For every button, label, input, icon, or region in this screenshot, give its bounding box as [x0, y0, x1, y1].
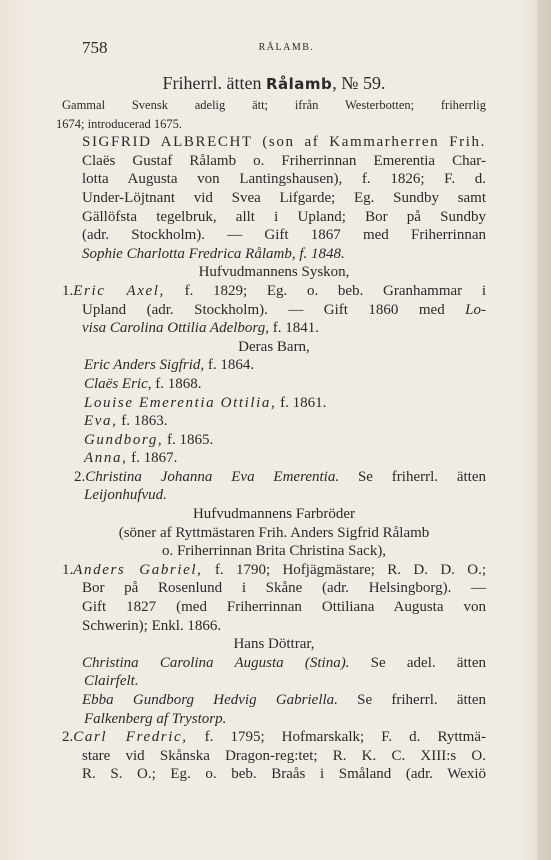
text-line: 2.Carl Fredric, f. 1795; Hofmarskalk; F. d. Ryttmä-: [62, 729, 486, 746]
text-line: Eva, f. 1863.: [84, 413, 168, 430]
family-title: Friherrl. ätten Rålamb, № 59.: [162, 73, 386, 93]
page-header: [82, 38, 491, 60]
page-text: [56, 70, 486, 784]
text-line: Clairfelt.: [84, 673, 139, 690]
section-heading: Hufvudmannens Farbröder: [192, 506, 356, 523]
text-line: Louise Emerentia Ottilia, f. 1861.: [84, 394, 327, 411]
section-heading: Hufvudmannens Syskon,: [198, 264, 350, 281]
text-line: Anna, f. 1867.: [84, 450, 178, 467]
text-line: Upland (adr. Stockholm). — Gift 1860 med Lo-: [82, 301, 486, 318]
text-line: 1.Anders Gabriel, f. 1790; Hofjägmästare; R. D. D. O.;: [62, 561, 486, 578]
text-line: visa Carolina Ottilia Adelborg, f. 1841.: [82, 320, 319, 337]
family-name: Rålamb: [265, 75, 333, 93]
running-head: RÅLAMB.: [258, 42, 315, 53]
text-line: R. S. O.; Eg. o. beb. Braås i Småland (adr. Wexiö: [82, 766, 486, 783]
text-line: Gällöfsta tegelbruk, allt i Upland; Bor på Sundby: [82, 208, 486, 225]
text-line: Gift 1827 (med Friherrinnan Ottiliana Augusta von: [82, 599, 486, 616]
text-line: Eric Anders Sigfrid, f. 1864.: [84, 357, 255, 374]
text-line: lotta Augusta von Lantingshausen), f. 1826; F. d.: [82, 171, 486, 188]
text-line: (adr. Stockholm). — Gift 1867 med Friherrinnan: [82, 227, 486, 244]
text-line: 1674; introducerad 1675.: [56, 116, 183, 131]
text-line: Bor på Rosenlund i Skåne (adr. Helsingborg). —: [82, 580, 486, 597]
text-line: Claës Eric, f. 1868.: [84, 375, 202, 392]
text-line: Gundborg, f. 1865.: [84, 431, 214, 448]
text-line: SIGFRID ALBRECHT (son af Kammarherren Frih.: [82, 134, 486, 151]
text-line: Sophie Charlotta Fredrica Rålamb, f. 1848.: [82, 245, 345, 262]
text-line: Schwerin); Enkl. 1866.: [82, 617, 222, 634]
section-subheading: o. Friherrinnan Brita Christina Sack),: [161, 543, 387, 560]
text-line: Ebba Gundborg Hedvig Gabriella. Se friherrl. ätten: [82, 692, 486, 708]
text-line: Leijonhufvud.: [84, 487, 167, 504]
text-line: Falkenberg af Trystorp.: [84, 710, 227, 727]
text-line: 2.Christina Johanna Eva Emerentia. Se friherrl. ätten: [74, 468, 486, 485]
section-subheading: (söner af Ryttmästaren Frih. Anders Sigfrid Rålamb: [118, 524, 430, 541]
text-line: Gammal Svensk adelig ätt; ifrån Westerbotten; friherrlig: [62, 98, 486, 112]
text-line: Under-Löjtnant vid Svea Lifgarde; Eg. Sundby samt: [82, 189, 486, 206]
text-line: 1.Eric Axel, f. 1829; Eg. o. beb. Granhammar i: [62, 282, 486, 299]
text-line: Claës Gustaf Rålamb o. Friherrinnan Emerentia Char-: [82, 152, 486, 169]
section-heading: Hans Döttrar,: [233, 636, 315, 653]
section-heading: Deras Barn,: [238, 338, 310, 355]
page-number: 758: [82, 38, 108, 57]
text-line: Christina Carolina Augusta (Stina). Se adel. ätten: [82, 654, 486, 671]
text-line: stare vid Skånska Dragon-reg:tet; R. K. C. XIII:s O.: [82, 747, 486, 764]
page-spine-edge: [537, 0, 551, 860]
